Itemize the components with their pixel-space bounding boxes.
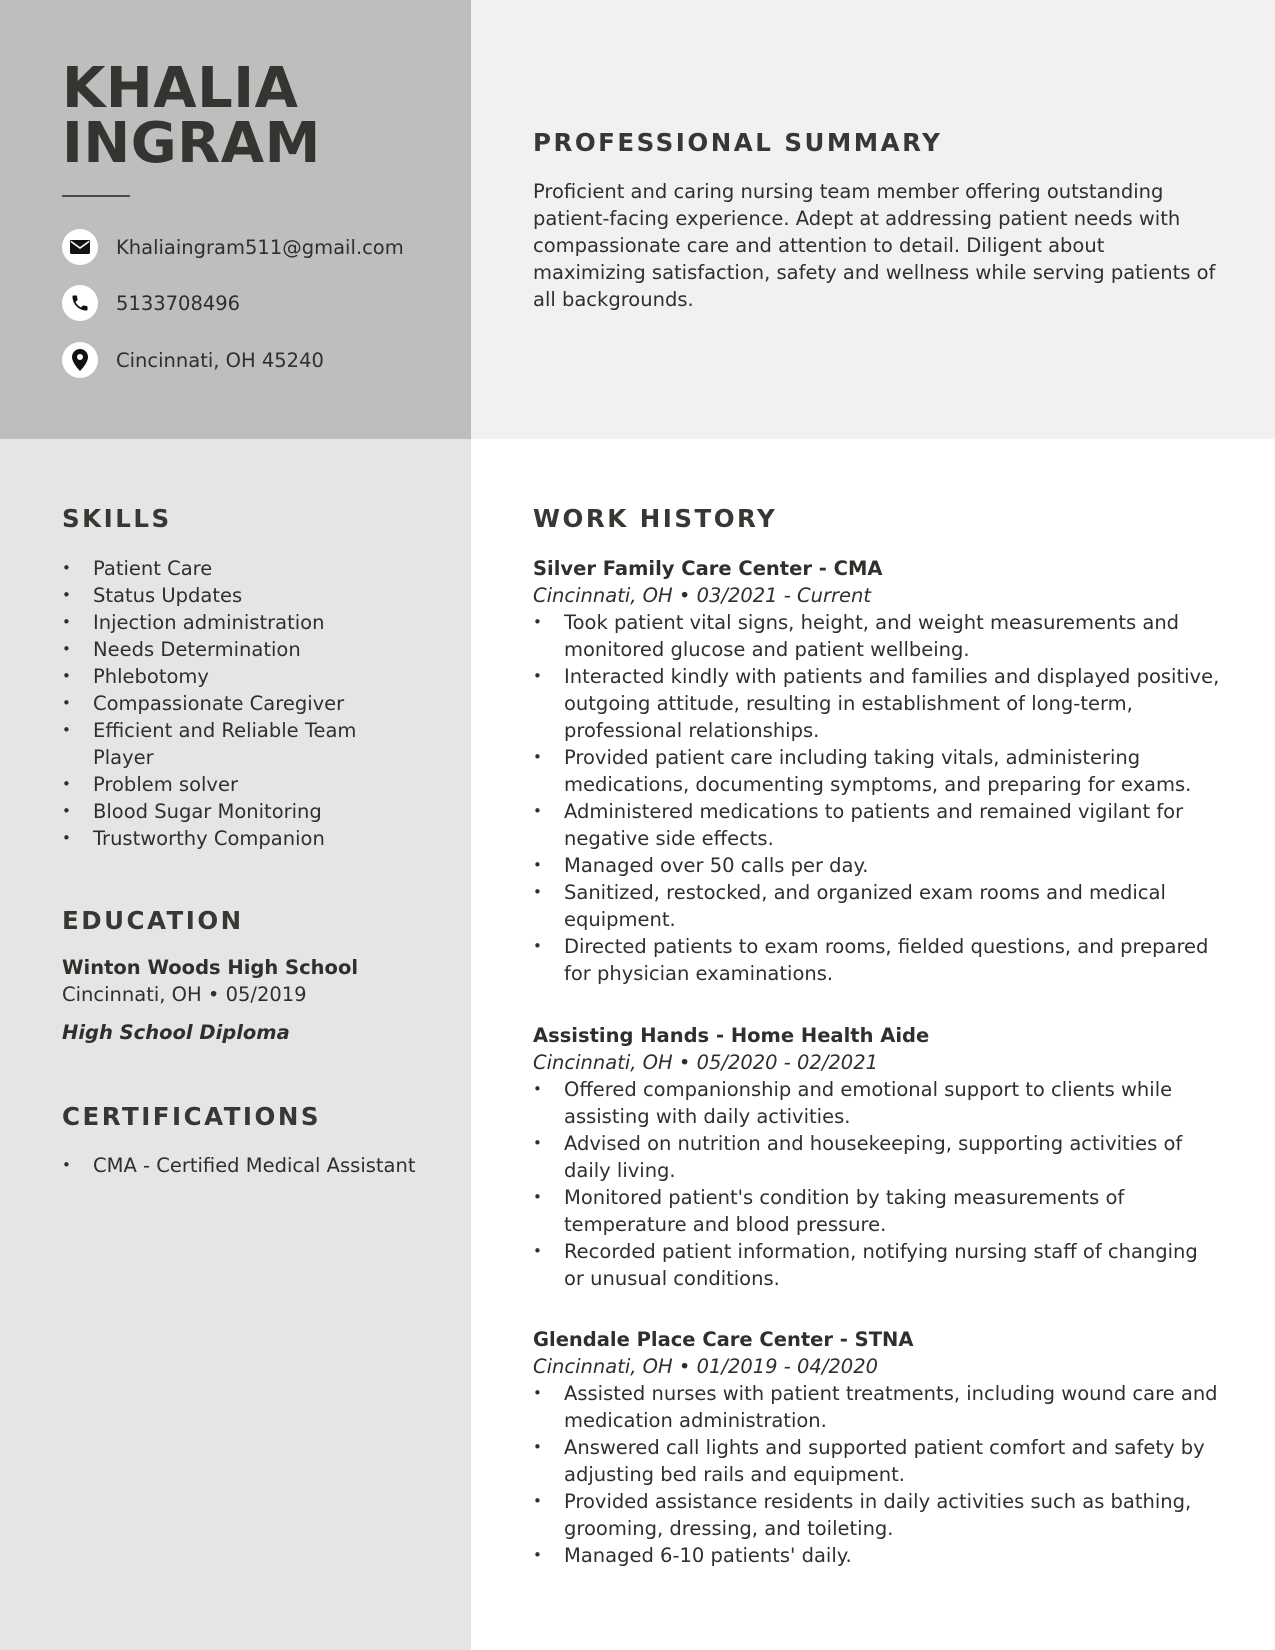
job-bullet: • Interacted kindly with patients and families and displayed positive, outgoing attitude, resulting in establishment of long-term, professional relationships. xyxy=(533,663,1223,744)
job-entry xyxy=(533,1022,1223,1292)
skill-item: • Phlebotomy xyxy=(62,663,392,690)
skill-item: • Trustworthy Companion xyxy=(62,825,392,852)
job-bullet: • Managed over 50 calls per day. xyxy=(533,852,1223,879)
job-bullet: • Recorded patient information, notifying nursing staff of changing or unusual conditions. xyxy=(533,1238,1223,1292)
job-meta: Cincinnati, OH • 03/2021 - Current xyxy=(533,584,872,607)
contact-location: Cincinnati, OH 45240 xyxy=(116,348,324,372)
skill-item: • Compassionate Caregiver xyxy=(62,690,392,717)
skill-item: • Efficient and Reliable Team Player xyxy=(62,717,392,771)
job-meta: Cincinnati, OH • 01/2019 - 04/2020 xyxy=(533,1355,879,1378)
job-title: Silver Family Care Center - CMA xyxy=(533,557,883,580)
job-bullet: • Provided patient care including taking vitals, administering medications, documenting symptoms, and preparing for exams. xyxy=(533,744,1223,798)
last-name: INGRAM xyxy=(62,111,321,176)
education-heading: EDUCATION xyxy=(62,906,244,935)
education-meta: Cincinnati, OH • 05/2019 xyxy=(62,983,307,1006)
name-divider xyxy=(62,195,130,197)
job-bullets xyxy=(533,1076,1223,1292)
phone-icon xyxy=(62,285,98,321)
contact-email[interactable]: Khaliaingram511@gmail.com xyxy=(116,235,404,259)
map-pin-icon xyxy=(62,342,98,378)
work-history-heading: WORK HISTORY xyxy=(533,504,778,533)
contact-location-row xyxy=(62,342,324,378)
certification-item: • CMA - Certified Medical Assistant xyxy=(62,1152,462,1179)
summary-text: Proficient and caring nursing team member offering outstanding patient-facing experience. Adept at addressing patient needs with compassionate care and attention to detail. Diligent about maximizing satisfaction, safety and wellness while serving patients of all backgrounds. xyxy=(533,180,1216,311)
job-bullet: • Took patient vital signs, height, and weight measurements and monitored glucose and patient wellbeing. xyxy=(533,609,1223,663)
skill-item: • Problem solver xyxy=(62,771,392,798)
contact-phone[interactable]: 5133708496 xyxy=(116,291,241,315)
skill-item: • Needs Determination xyxy=(62,636,392,663)
job-bullets xyxy=(533,609,1223,987)
job-bullet: • Directed patients to exam rooms, fielded questions, and prepared for physician examinations. xyxy=(533,933,1223,987)
envelope-icon xyxy=(62,229,98,265)
candidate-name xyxy=(62,56,321,176)
job-title: Glendale Place Care Center - STNA xyxy=(533,1328,914,1351)
education-school: Winton Woods High School xyxy=(62,956,359,979)
job-entry xyxy=(533,1326,1223,1569)
job-entry xyxy=(533,555,1223,987)
skill-item: • Status Updates xyxy=(62,582,392,609)
job-bullet: • Advised on nutrition and housekeeping, supporting activities of daily living. xyxy=(533,1130,1223,1184)
skills-heading: SKILLS xyxy=(62,504,172,533)
skill-item: • Blood Sugar Monitoring xyxy=(62,798,392,825)
summary-heading: PROFESSIONAL SUMMARY xyxy=(533,128,943,157)
education-degree: High School Diploma xyxy=(62,1021,290,1044)
certifications-heading: CERTIFICATIONS xyxy=(62,1102,322,1131)
job-bullets xyxy=(533,1380,1223,1569)
job-bullet: • Monitored patient's condition by taking measurements of temperature and blood pressure. xyxy=(533,1184,1223,1238)
contact-phone-row xyxy=(62,285,240,321)
certifications-list xyxy=(62,1152,462,1179)
job-bullet: • Answered call lights and supported patient comfort and safety by adjusting bed rails and equipment. xyxy=(533,1434,1223,1488)
first-name: KHALIA xyxy=(62,56,299,121)
skills-list xyxy=(62,555,392,852)
job-meta: Cincinnati, OH • 05/2020 - 02/2021 xyxy=(533,1051,879,1074)
contact-email-row xyxy=(62,229,404,265)
job-bullet: • Offered companionship and emotional support to clients while assisting with daily activities. xyxy=(533,1076,1223,1130)
job-bullet: • Administered medications to patients and remained vigilant for negative side effects. xyxy=(533,798,1223,852)
job-bullet: • Provided assistance residents in daily activities such as bathing, grooming, dressing, and toileting. xyxy=(533,1488,1223,1542)
job-title: Assisting Hands - Home Health Aide xyxy=(533,1024,930,1047)
skill-item: • Patient Care xyxy=(62,555,392,582)
job-bullet: • Assisted nurses with patient treatments, including wound care and medication administration. xyxy=(533,1380,1223,1434)
skill-item: • Injection administration xyxy=(62,609,392,636)
job-bullet: • Managed 6-10 patients' daily. xyxy=(533,1542,1223,1569)
job-bullet: • Sanitized, restocked, and organized exam rooms and medical equipment. xyxy=(533,879,1223,933)
